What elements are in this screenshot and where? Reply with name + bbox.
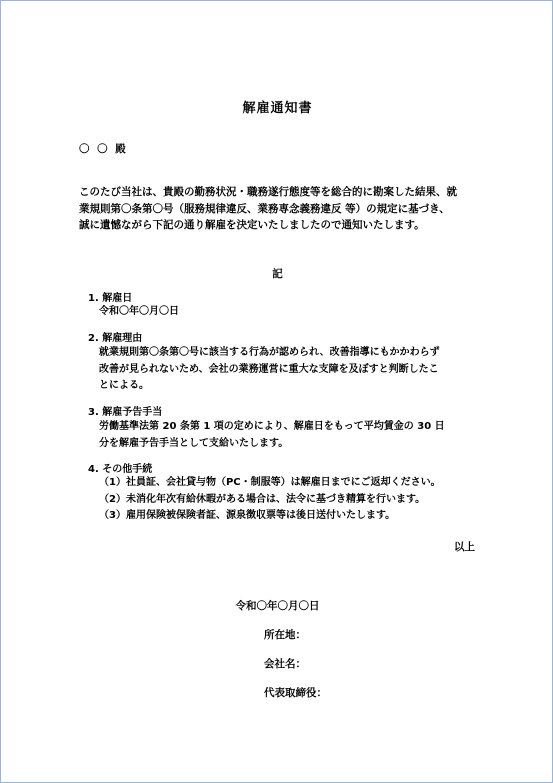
representative-label: 代表取締役：: [264, 687, 327, 699]
address-label: 所在地：: [264, 629, 306, 641]
section-1-body: [99, 304, 179, 321]
section-2-heading: 2. 解雇理由: [88, 333, 143, 344]
closing-ijou: 以上: [454, 541, 475, 553]
issue-date: 令和〇年〇月〇日: [235, 600, 320, 612]
section-3-line: 労働基準法第 20 条第 1 項の定めにより、解雇日をもって平均賃金の 30 日: [99, 421, 445, 432]
section-2-line: とによる。: [99, 380, 149, 391]
section-2-line: 改善が見られないため、会社の業務運営に重大な支障を及ぼすと判断したこ: [99, 363, 439, 375]
document-title: 解雇通知書: [242, 101, 313, 116]
section-4-line: （2）未消化年次有給休暇がある場合は、法令に基づき精算を行います。: [99, 493, 426, 505]
intro-line: 誠に遺憾ながら下記の通り解雇を決定いたしましたので通知いたします。: [79, 219, 425, 231]
section-2-body: [99, 345, 440, 395]
intro-line: このたび当社は、貴殿の勤務状況・職務遂行態度等を総合的に勘案した結果、就: [79, 186, 457, 198]
section-3-heading: 3. 解雇予告手当: [88, 407, 163, 418]
section-4-line: （3）雇用保険被保険者証、源泉徴収票等は後日送付いたします。: [99, 510, 396, 521]
section-4-heading: 4. その他手続: [88, 464, 153, 475]
section-1-line: 令和〇年〇月〇日: [99, 306, 179, 317]
section-4-line: （1）社員証、会社貸与物（PC・制服等）は解雇日までにご返却ください。: [99, 477, 441, 488]
intro-line: 業規則第〇条第〇号（服務規律違反、業務専念義務違反 等）の規定に基づき、: [79, 202, 450, 215]
company-label: 会社名：: [264, 658, 306, 670]
intro-paragraph: [79, 184, 481, 234]
section-3-body: [99, 419, 445, 452]
ki-heading: 記: [272, 268, 283, 280]
addressee: 〇 〇 殿: [79, 143, 126, 155]
section-3-line: 分を解雇予告手当として支給いたします。: [99, 437, 289, 449]
section-1-heading: 1. 解雇日: [88, 293, 133, 304]
section-4-body: [99, 475, 441, 525]
section-2-line: 就業規則第〇条第〇号に該当する行為が認められ、改善指導にもかかわらず: [99, 347, 440, 358]
